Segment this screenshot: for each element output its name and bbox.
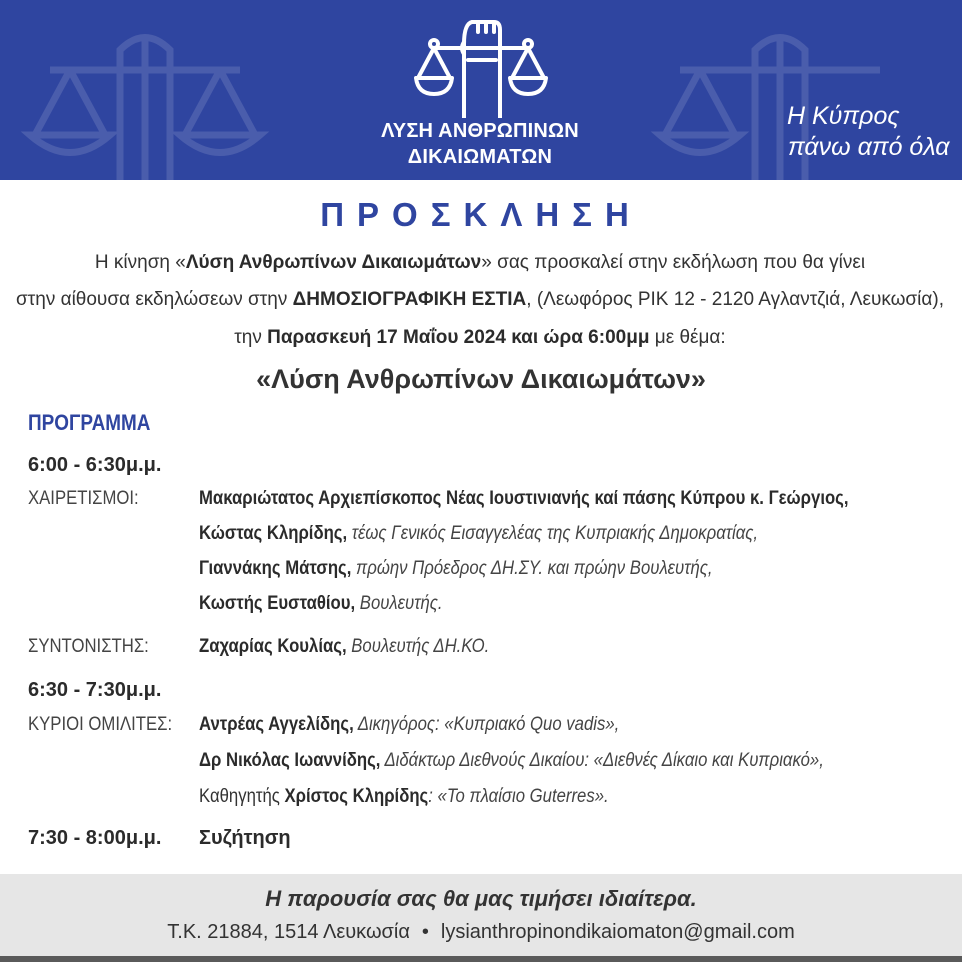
moderator-name: Ζαχαρίας Κουλίας,	[199, 636, 347, 657]
discussion-label: Συζήτηση	[199, 827, 291, 849]
speaker-role: Διδάκτωρ Διεθνούς Δικαίου: «Διεθνές Δίκαιο και Κυπριακό»,	[380, 750, 824, 771]
intro2-pre: στην αίθουσα εκδηλώσεων στην	[16, 289, 293, 310]
footer-address: Τ.Κ. 21884, 1514 Λευκωσία	[167, 921, 410, 943]
greeting-role: Βουλευτής.	[355, 593, 443, 614]
greeting-role: πρώην Πρόεδρος ΔΗ.ΣΥ. και πρώην Βουλευτής,	[351, 558, 713, 579]
footer-bottom-bar	[0, 956, 962, 962]
speaker-prefix: Καθηγητής	[199, 786, 285, 807]
intro1-post: » σας προσκαλεί στην εκδήλωση που θα γίνει	[481, 252, 866, 273]
speakers-label: ΚΥΡΙΟΙ ΟΜΙΛΙΤΕΣ:	[28, 714, 173, 735]
intro3-pre: την	[234, 327, 268, 348]
intro2-venue: ΔΗΜΟΣΙΟΓΡΑΦΙΚΗ ΕΣΤΙΑ	[292, 289, 527, 310]
greeting-line	[199, 488, 849, 510]
greetings-label: ΧΑΙΡΕΤΙΣΜΟΙ:	[28, 488, 139, 509]
intro1-org: Λύση Ανθρωπίνων Δικαιωμάτων	[185, 252, 482, 273]
programme-heading: ΠΡΟΓΡΑΜΜΑ	[28, 410, 151, 435]
footer-message: Η παρουσία σας θα μας τιμήσει ιδιαίτερα.	[265, 886, 697, 911]
footer	[0, 874, 962, 962]
time-slot-1: 6:00 - 6:30μ.μ.	[28, 454, 162, 476]
greeting-name: Κώστας Κληρίδης,	[199, 523, 348, 544]
time-slot-2: 6:30 - 7:30μ.μ.	[28, 679, 162, 701]
intro-line-1	[0, 252, 962, 274]
intro-line-2	[0, 289, 962, 311]
intro2-post: , (Λεωφόρος ΡΙΚ 12 - 2120 Αγλαντζιά, Λευκωσία),	[526, 289, 944, 310]
speaker-role: : «Το πλαίσιο Guterres».	[428, 786, 609, 807]
intro3-post: με θέμα:	[649, 327, 726, 348]
greeting-name: Κωστής Ευσταθίου,	[199, 593, 356, 614]
footer-email[interactable]: lysianthropinondikaiomaton@gmail.com	[440, 921, 795, 943]
intro1-pre: Η κίνηση «	[94, 252, 186, 273]
time-slot-3: 7:30 - 8:00μ.μ.	[28, 827, 162, 849]
greeting-line	[199, 558, 713, 580]
greeting-line	[199, 593, 443, 615]
slogan-line1: Η Κύπρος	[787, 102, 900, 130]
speaker-name: Αντρέας Αγγελίδης,	[199, 714, 354, 735]
moderator-line	[199, 636, 489, 658]
invitation-title: ΠΡΟΣΚΛΗΣΗ	[320, 196, 642, 233]
event-theme: «Λύση Ανθρωπίνων Δικαιωμάτων»	[256, 364, 706, 394]
footer-separator: •	[421, 921, 429, 943]
slogan-line2: πάνω από όλα	[788, 133, 950, 161]
speaker-role: Δικηγόρος: «Κυπριακό Quo vadis»,	[353, 714, 620, 735]
org-name-line2: ΔΙΚΑΙΩΜΑΤΩΝ	[407, 146, 553, 168]
background-scale-icon	[10, 20, 270, 180]
justice-scale-fist-logo	[414, 14, 548, 118]
moderator-role: Βουλευτής ΔΗ.ΚΟ.	[346, 636, 490, 657]
moderator-label: ΣΥΝΤΟΝΙΣΤΗΣ:	[28, 636, 149, 657]
intro3-datetime: Παρασκευή 17 Μαΐου 2024 και ώρα 6:00μμ	[267, 327, 650, 348]
speaker-name: Δρ Νικόλας Ιωαννίδης,	[199, 750, 381, 771]
speaker-line	[199, 714, 619, 736]
intro-line-3	[0, 327, 962, 349]
header-banner	[0, 0, 962, 180]
speaker-line	[199, 786, 609, 808]
greeting-role: τέως Γενικός Εισαγγελέας της Κυπριακής Δημοκρατίας,	[347, 523, 759, 544]
speaker-line	[199, 750, 824, 772]
speaker-name: Χρίστος Κληρίδης	[284, 786, 429, 807]
greeting-name: Γιαννάκης Μάτσης,	[199, 558, 352, 579]
greeting-line	[199, 523, 758, 545]
greeting-name: Μακαριώτατος Αρχιεπίσκοπος Νέας Ιουστινιανής καί πάσης Κύπρου κ. Γεώργιος,	[199, 488, 849, 509]
footer-contact	[0, 921, 962, 944]
org-name-line1: ΛΥΣΗ ΑΝΘΡΩΠΙΝΩΝ	[381, 120, 579, 142]
